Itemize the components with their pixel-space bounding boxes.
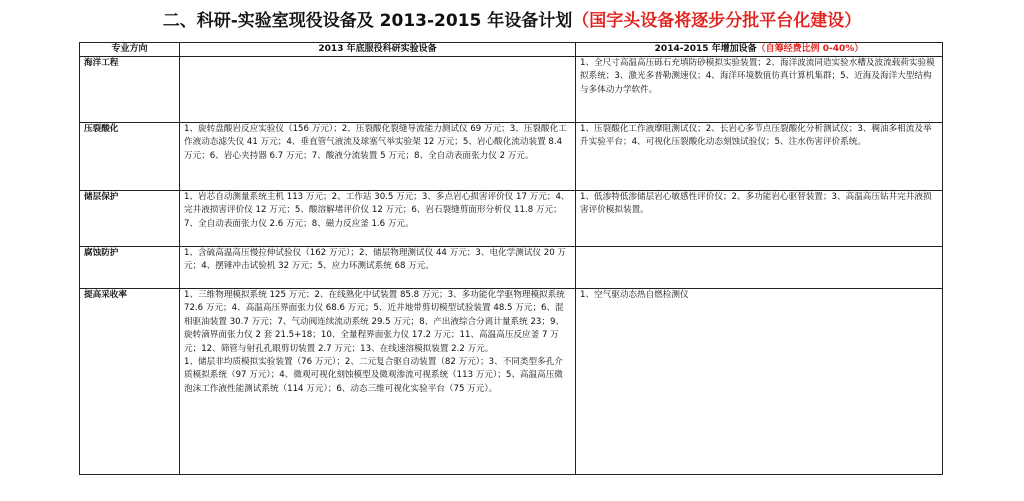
row-current-extra: 1、储层非均质模拟实验装置（76 万元）；2、二元复合驱自动装置（82 万元）；3、不同类型多孔介质模拟系统（97 万元）；4、微观可视化刻蚀模型及微观渗流可视系统（113 万元）；5、高温高压微泡沫工作液性能测试系统（114 万元）；6、动态三维可视化实验平台（75 万元）。	[184, 357, 563, 394]
row-current: 1、旋转盘酸岩反应实验仪（156 万元）；2、压裂酸化裂缝导流能力测试仪 69 万元；3、压裂酸化工作液动态滤失仪 41 万元；4、垂直管气液流及球塞气举实验架 12 万元；5、岩心酸化流动装置 8.4 万元；6、岩心夹持器 6.7 万元；7、酸液分流装置 5 万元；8、全自动表面张力仪 2 万元。	[180, 123, 576, 191]
table-header-row	[80, 43, 943, 57]
table-row-ocean	[80, 57, 943, 123]
row-plan: 1、压裂酸化工作液摩阻测试仪；2、长岩心多节点压裂酸化分析测试仪；3、稠油多相流及举升实验平台；4、可视化压裂酸化动态刻蚀试验仪；5、注水伤害评价系统。	[576, 123, 943, 191]
row-current: 1、岩芯自动测量系统主机 113 万元；2、工作站 30.5 万元；3、多点岩心损害评价仪 17 万元；4、完井液损害评价仪 12 万元；5、酸溶解堵评价仪 12 万元；6、岩石裂缝剪面形分析仪 11.8 万元；7、全自动表面张力仪 2.6 万元；8、磁力反应釜 1.6 万元。	[180, 191, 576, 247]
row-plan	[576, 247, 943, 289]
row-current-main: 1、三维物理模拟系统 125 万元；2、在线熟化中试装置 85.8 万元；3、多功能化学驱物理模拟系统 72.6 万元；4、高温高压界面张力仪 68.6 万元；5、近井地带剪切模型试验装置 48.5 万元；6、混相驱油装置 30.7 万元；7、气动阀连续流动系统 29.5 万元；8、产出液综合分离计量系统 23；9、旋转滴界面张力仪 2 套 21.5+18；10、全量程界面张力仪 17.2 万元；11、高温高压反应釜 7 万元；12、筛管与射孔孔眼剪切装置 2.7 万元；13、在线速溶模拟装置 2.2 万元。	[184, 290, 565, 354]
page-title	[0, 10, 1024, 32]
equipment-table	[79, 42, 943, 475]
row-plan: 1、全尺寸高温高压砾石充填防砂模拟实验装置；2、海洋波流同造实验水槽及波流载荷实验模拟系统；3、激光多普勒测速仪；4、海洋环境数值仿真计算机集群；5、近海及海洋大型结构与多体动力学软件。	[576, 57, 943, 123]
header-current: 2013 年底服役科研实验设备	[180, 43, 576, 57]
row-field: 海洋工程	[80, 57, 180, 123]
row-current: 1、含硫高温高压慢拉伸试验仪（162 万元）；2、储层物理测试仪 44 万元；3、电化学测试仪 20 万元；4、摆锤冲击试验机 32 万元；5、应力环测试系统 68 万元。	[180, 247, 576, 289]
header-plan	[576, 43, 943, 57]
row-plan: 1、低渗特低渗储层岩心敏感性评价仪；2、多功能岩心驱替装置；3、高温高压钻井完井液损害评价模拟装置。	[576, 191, 943, 247]
row-plan: 1、空气驱动态热自燃检测仪	[576, 289, 943, 475]
header-plan-label: 2014-2015 年增加设备	[654, 44, 757, 54]
row-current	[180, 289, 576, 475]
table-row-corrosion	[80, 247, 943, 289]
row-field: 压裂酸化	[80, 123, 180, 191]
table-row-eor	[80, 289, 943, 475]
page-title-note: （国字头设备将逐步分批平台化建设）	[572, 11, 862, 31]
page-title-main: 二、科研-实验室现役设备及 2013-2015 年设备计划	[162, 11, 573, 31]
table-row-reservoir	[80, 191, 943, 247]
table-row-fracturing	[80, 123, 943, 191]
row-field: 储层保护	[80, 191, 180, 247]
header-plan-note: （自筹经费比例 0-40%）	[756, 44, 864, 54]
row-field: 提高采收率	[80, 289, 180, 475]
row-current	[180, 57, 576, 123]
header-field: 专业方向	[80, 43, 180, 57]
row-field: 腐蚀防护	[80, 247, 180, 289]
